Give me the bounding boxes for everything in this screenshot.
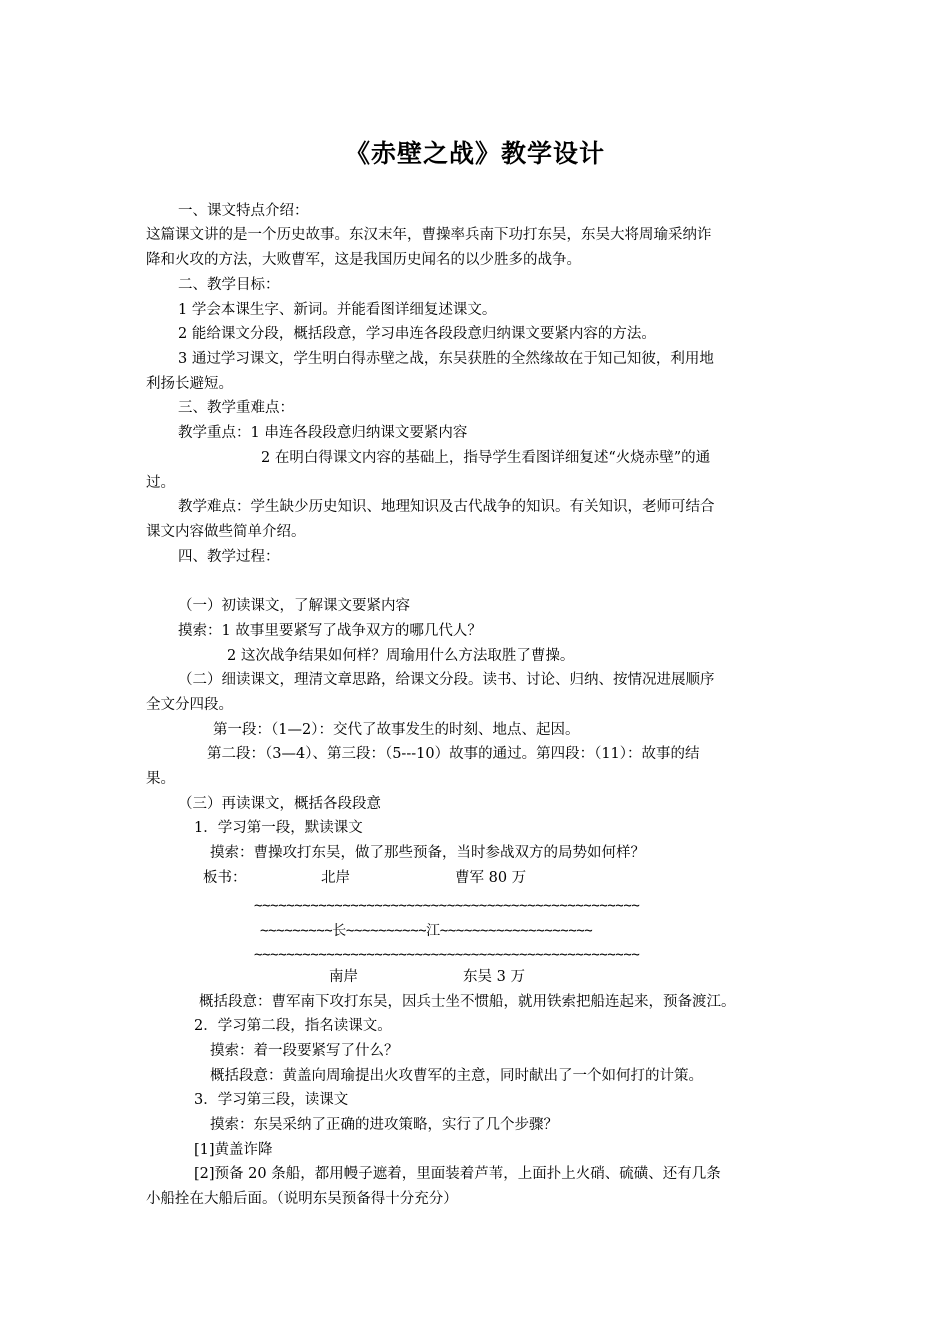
- section-heading-1: 一、课文特点介绍：: [178, 203, 309, 219]
- substep-heading: 2．学习第二段，指名读课文。: [194, 1018, 392, 1034]
- section-heading-4: 四、教学过程：: [178, 549, 280, 565]
- substep-heading: 1．学习第一段，默读课文: [194, 820, 363, 836]
- river-wave-line: ~~~~~~~~~~~~~~~~~~~~~~~~~~~~~~~~~~~~~~~~~~~~~~~~: [254, 898, 640, 914]
- paragraph-line: 小船拴在大船后面。（说明东吴预备得十分充分）: [146, 1191, 458, 1207]
- list-item: [1]黄盖诈降: [194, 1142, 273, 1158]
- substep-heading: 3．学习第三段，读课文: [194, 1092, 349, 1108]
- goal-item: 3 通过学习课文，学生明白得赤壁之战，东吴获胜的全然缘故在于知己知彼，利用地: [178, 351, 714, 367]
- question-line: 摸索：曹操攻打东吴，做了那些预备，当时参战双方的局势如何样？: [210, 845, 645, 861]
- section-heading-3: 三、教学重难点：: [178, 400, 294, 416]
- north-bank-label: 北岸: [321, 870, 350, 886]
- difficulty-point: 教学难点：学生缺少历史知识、地理知识及古代战争的知识。有关知识，老师可结合: [178, 499, 715, 515]
- cao-army-label: 曹军 80 万: [455, 870, 527, 886]
- summary-line: 概括段意：曹军南下攻打东吴，因兵士坐不惯船，就用铁索把船连起来，预备渡江。: [199, 994, 736, 1010]
- question-line: 摸索：1 故事里要紧写了战争双方的哪几代人？: [178, 623, 482, 639]
- section-heading-2: 二、教学目标：: [178, 277, 280, 293]
- segment-line: 第二段：（3—4）、第三段：（5---10）故事的通过。第四段：（11）：故事的结: [207, 746, 700, 762]
- document-title: 《赤壁之战》教学设计: [344, 139, 605, 168]
- paragraph-line: 降和火攻的方法，大败曹军，这是我国历史闻名的以少胜多的战争。: [146, 252, 581, 268]
- paragraph-line: 果。: [146, 771, 175, 787]
- paragraph-line: 全文分四段。: [146, 697, 233, 713]
- summary-line: 概括段意：黄盖向周瑜提出火攻曹军的主意，同时献出了一个如何打的计策。: [210, 1068, 703, 1084]
- question-line: 摸索：着一段要紧写了什么？: [210, 1043, 399, 1059]
- step-heading: （一）初读课文，了解课文要紧内容: [178, 598, 410, 614]
- dongwu-army-label: 东吴 3 万: [463, 969, 525, 985]
- key-point: 教学重点：1 串连各段段意归纳课文要紧内容: [178, 425, 468, 441]
- step-heading: （三）再读课文，概括各段段意: [178, 796, 381, 812]
- river-wave-line: ~~~~~~~~~长~~~~~~~~~~江~~~~~~~~~~~~~~~~~~~: [260, 923, 593, 939]
- paragraph-line: 过。: [146, 475, 175, 491]
- segment-line: 第一段：（1—2）：交代了故事发生的时刻、地点、起因。: [213, 722, 580, 738]
- question-line: 摸索：东吴采纳了正确的进攻策略，实行了几个步骤？: [210, 1117, 558, 1133]
- step-heading: （二）细读课文，理清文章思路，给课文分段。读书、讨论、归纳、按情况进展顺序: [178, 672, 715, 688]
- goal-item: 2 能给课文分段，概括段意，学习串连各段段意归纳课文要紧内容的方法。: [178, 326, 656, 342]
- paragraph-line: 利扬长避短。: [146, 376, 233, 392]
- river-wave-line: ~~~~~~~~~~~~~~~~~~~~~~~~~~~~~~~~~~~~~~~~~~~~~~~~: [254, 947, 640, 963]
- board-label: 板书：: [203, 870, 247, 886]
- south-bank-label: 南岸: [329, 969, 358, 985]
- question-line: 2 这次战争结果如何样？周瑜用什么方法取胜了曹操。: [227, 648, 575, 664]
- list-item: [2]预备 20 条船，都用幔子遮着，里面装着芦苇，上面扑上火硝、硫磺、还有几条: [194, 1166, 721, 1182]
- key-point: 2 在明白得课文内容的基础上，指导学生看图详细复述“火烧赤壁”的通: [261, 450, 711, 466]
- paragraph-line: 课文内容做些简单介绍。: [146, 524, 306, 540]
- goal-item: 1 学会本课生字、新词。并能看图详细复述课文。: [178, 302, 497, 318]
- paragraph-line: 这篇课文讲的是一个历史故事。东汉末年，曹操率兵南下功打东吴，东吴大将周瑜采纳诈: [146, 227, 712, 243]
